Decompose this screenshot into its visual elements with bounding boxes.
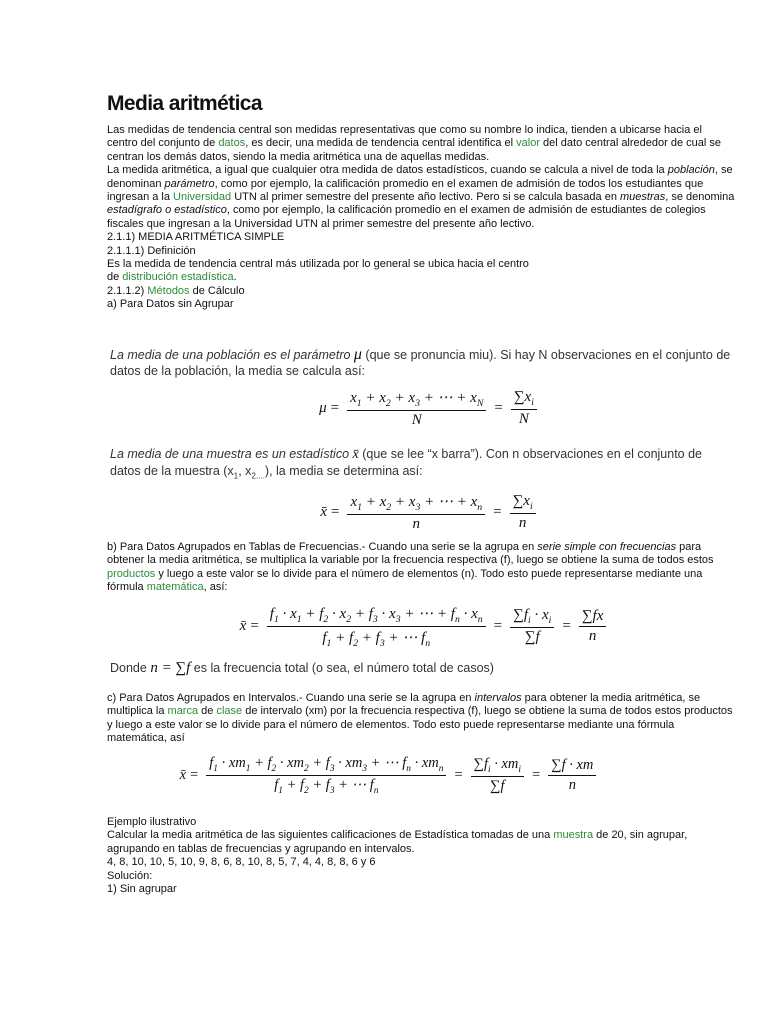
link-muestra[interactable]: muestra xyxy=(553,829,594,842)
section-heading-definicion: 2.1.1.1) Definición xyxy=(107,244,196,257)
link-datos[interactable]: datos xyxy=(218,137,246,150)
grouped-frequencies-formula: x̄ = $\frac{f_1 \cdot x_1 + f_2 \cdot x_2 + f_3 \cdot x_3 + \cdots + f_n \cdot x_n}{f_1 + f_2 + f_3 + \cdots f_n}$ = $\frac{\sum f_i \cdot x_i}{\sum f}$ = $\frac{\sum fx}{n}$ xyxy=(200,604,650,649)
section-heading-sin-agrupar: a) Para Datos sin Agrupar xyxy=(107,298,234,311)
example-statement: Calcular la media aritmética de las siguientes calificaciones de Estadística tomadas de una muestra de 20, sin agrupar, agrupando en tablas de frecuencias y agrupando en intervalos. xyxy=(107,829,688,855)
grouped-frequencies-paragraph: b) Para Datos Agrupados en Tablas de Frecuencias.- Cuando una serie se la agrupa en serie simple con frecuencias para obtener la media aritmética, se multiplica la variable por la frecuencia respectiva (f), luego se obtiene la suma de todos estos productos y luego a este valor se lo divide para el número de elementos (n). Todo esto puede representarse mediante una fórmula matemática, así: xyxy=(107,541,714,594)
link-valor[interactable]: valor xyxy=(516,137,540,150)
example-title: Ejemplo ilustrativo xyxy=(107,816,197,828)
link-universidad[interactable]: Universidad xyxy=(173,191,232,204)
grouped-intervals-paragraph: c) Para Datos Agrupados en Intervalos.- Cuando una serie se la agrupa en intervalos para obtener la media aritmética, se multiplica la marca de clase de intervalo (xm) por la frecuencia respectiva (f), luego se obtiene la suma de todos estos productos y luego a este valor se lo divide para el número de elementos. Todo esto puede representarse mediante una fórmula matemática, así xyxy=(107,692,733,745)
page-title: Media aritmética xyxy=(107,92,262,115)
definition-text: Es la medida de tendencia central más utilizada por lo general se ubica hacia el centro de distribución estadística. xyxy=(107,258,529,284)
link-marca[interactable]: marca xyxy=(167,705,199,718)
population-mean-formula: μ = $\frac{x_1 + x_2 + x_3 + \cdots + x_N}{N}$ = $\frac{\sum x_i}{N}$ xyxy=(300,388,560,429)
section-heading-metodos: 2.1.1.2) Métodos de Cálculo xyxy=(107,284,245,297)
step-sin-agrupar: 1) Sin agrupar xyxy=(107,883,177,896)
intro-paragraph-2: La medida aritmética, a igual que cualquier otra medida de datos estadísticos, cuando se calcula a nivel de toda la población, se denominan parámetro, como por ejemplo, la calificación promedio en el examen de admisión de todos los estudiantes que ingresan a la Universidad UTN al primer semestre del presente año lectivo. Pero si se calcula basada en muestras, se denomina estadígrafo o estadístico, como por ejemplo, la calificación promedio en el examen de admisión de estudiantes de colegios fiscales que ingresan a la Universidad UTN al primer semestre del presente año lectivo. xyxy=(107,164,735,230)
link-productos[interactable]: productos xyxy=(107,567,156,580)
total-frequency-note: Donde n = ∑f es la frecuencia total (o sea, el número total de casos) xyxy=(110,660,494,676)
sample-mean-formula: x̄ = $\frac{x_1 + x_2 + x_3 + \cdots + x_n}{n}$ = $\frac{\sum x_i}{n}$ xyxy=(300,492,560,533)
intro-paragraph-1: Las medidas de tendencia central son medidas representativas que como su nombre lo indica, tienden a ubicarse hacia el centro del conjunto de datos, es decir, una medida de tendencia central identifica el valor del dato central alrededor de cual se centran los demás datos, siendo la media aritmética una de aquellas medidas. xyxy=(107,124,721,163)
link-clase[interactable]: clase xyxy=(216,705,243,718)
link-metodos[interactable]: Métodos xyxy=(147,284,190,297)
solution-label: Solución: xyxy=(107,869,153,882)
population-mean-text: La media de una población es el parámetro μ (que se pronuncia miu). Si hay N observaciones en el conjunto de datos de la población, la media se calcula así: xyxy=(110,346,731,378)
example-data: 4, 8, 10, 10, 5, 10, 9, 8, 6, 8, 10, 8, 5, 7, 4, 4, 8, 8, 6 y 6 xyxy=(107,856,376,869)
section-heading-simple: 2.1.1) MEDIA ARITMÉTICA SIMPLE xyxy=(107,231,285,244)
grouped-intervals-formula: x̄ = $\frac{f_1 \cdot xm_1 + f_2 \cdot xm_2 + f_3 \cdot xm_3 + \cdots f_n \cdot xm_n}{f_1 + f_2 + f_3 + \cdots f_n}$ = $\frac{\sum f_i \cdot xm_i}{\sum f}$ = $\frac{\sum f \cdot xm}{n}$ xyxy=(150,755,630,796)
example-section xyxy=(107,816,735,896)
link-distribucion-estadistica[interactable]: distribución estadística xyxy=(122,271,234,284)
sample-mean-text: La media de una muestra es un estadístico x̄ (que se lee “x barra”). Con n observaciones en el conjunto de datos de la muestra ($x_1$, $x_{2....}$), la media se determina así: xyxy=(110,447,702,481)
link-matematica[interactable]: matemática xyxy=(146,581,204,594)
article xyxy=(107,92,735,312)
